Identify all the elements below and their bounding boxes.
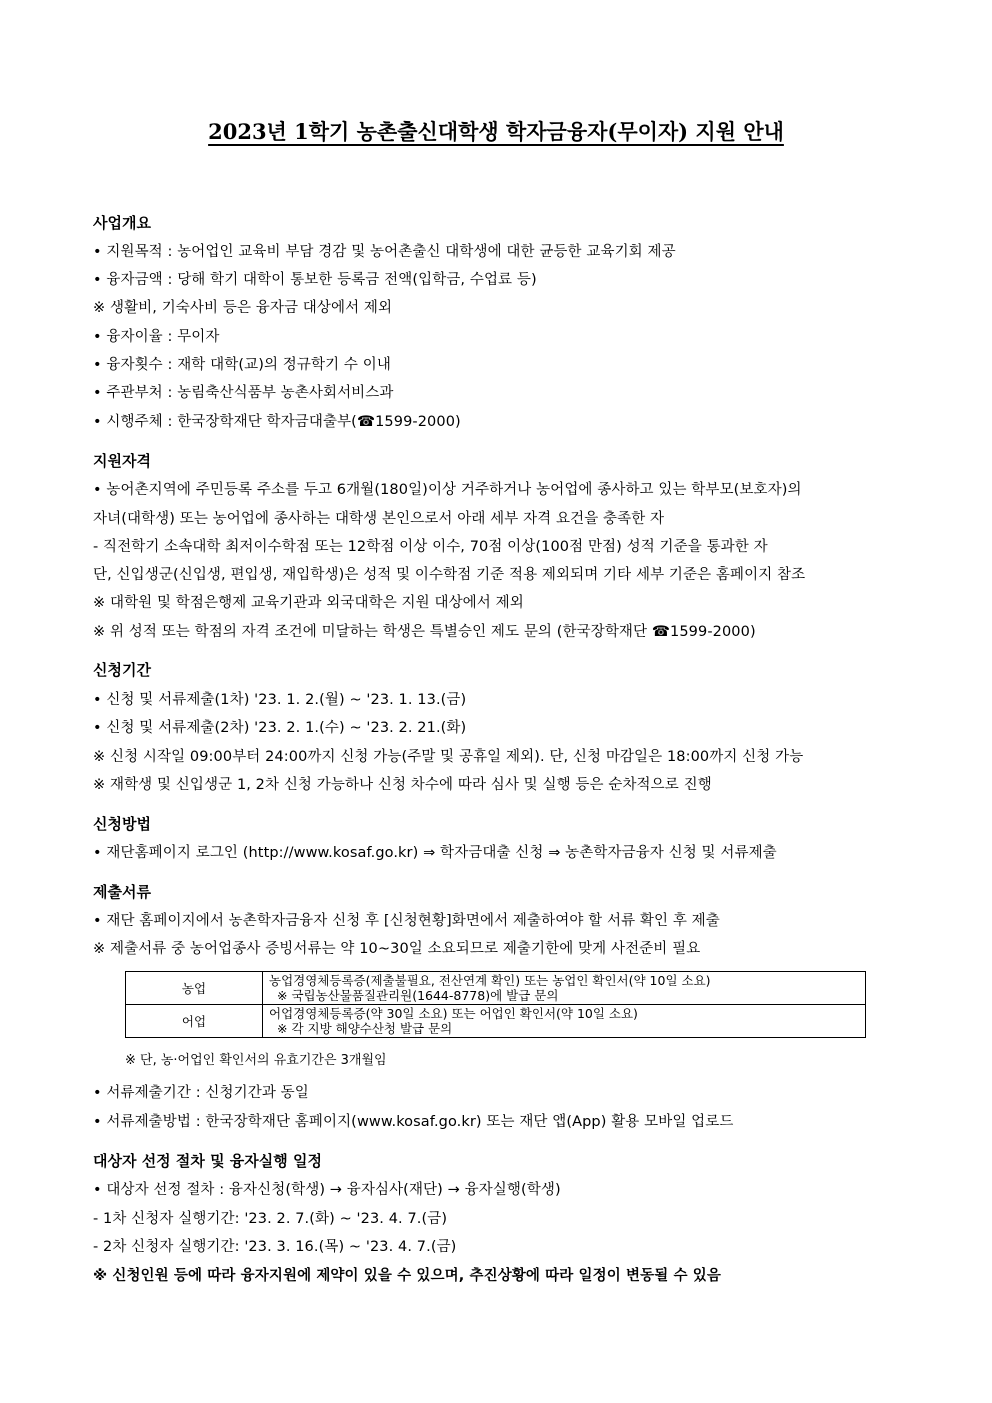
page-title xyxy=(0,116,992,146)
overview-amount: • 융자금액 : 당해 학기 대학이 통보한 등록금 전액(입학금, 수업료 등) xyxy=(93,272,537,288)
table-row xyxy=(126,1005,866,1038)
overview-operator: • 시행주체 : 한국장학재단 학자금대출부(☎1599-2000) xyxy=(93,414,461,430)
period-round-1: • 신청 및 서류제출(1차) '23. 1. 2.(월) ~ '23. 1. 13.(금) xyxy=(93,692,467,708)
section-heading-period: 신청기간 xyxy=(93,661,151,679)
selection-procedure: • 대상자 선정 절차 : 융자신청(학생) → 융자심사(재단) → 융자실행(학생) xyxy=(93,1182,561,1198)
eligibility-line-1: • 농어촌지역에 주민등록 주소를 두고 6개월(180일)이상 거주하거나 농어업에 종사하고 있는 학부모(보호자)의 xyxy=(93,482,802,498)
eligibility-special-approval-note: ※ 위 성적 또는 학점의 자격 조건에 미달하는 학생은 특별승인 제도 문의 (한국장학재단 ☎1599-2000) xyxy=(93,624,756,640)
description-note: ※ 국립농산물품질관리원(1644-8778)에 발급 문의 xyxy=(277,988,559,1003)
documents-instruction: • 재단 홈페이지에서 농촌학자금융자 신청 후 [신청현황]화면에서 제출하여야 할 서류 확인 후 제출 xyxy=(93,913,720,929)
table-cell-description xyxy=(263,972,866,1005)
table-footnote: ※ 단, 농·어업인 확인서의 유효기간은 3개월임 xyxy=(125,1053,387,1068)
table-cell-description xyxy=(263,1005,866,1038)
selection-round-2-execution: - 2차 신청자 실행기간: '23. 3. 16.(목) ~ '23. 4. 7.(금) xyxy=(93,1239,457,1255)
method-steps: • 재단홈페이지 로그인 (http://www.kosaf.go.kr) ⇒ 학자금대출 신청 ⇒ 농촌학자금융자 신청 및 서류제출 xyxy=(93,845,777,861)
documents-submission-method: • 서류제출방법 : 한국장학재단 홈페이지(www.kosaf.go.kr) 또는 재단 앱(App) 활용 모바일 업로드 xyxy=(93,1114,734,1130)
documents-submission-period: • 서류제출기간 : 신청기간과 동일 xyxy=(93,1085,309,1101)
description-text: 농업경영체등록증(제출불필요, 전산연계 확인) 또는 농업인 확인서(약 10일 소요) xyxy=(269,973,711,988)
overview-ministry: • 주관부처 : 농림축산식품부 농촌사회서비스과 xyxy=(93,385,394,401)
section-heading-method: 신청방법 xyxy=(93,815,151,833)
description-text: 어업경영체등록증(약 30일 소요) 또는 어업인 확인서(약 10일 소요) xyxy=(269,1006,638,1021)
title-text: 2023년 1학기 농촌출신대학생 학자금융자(무이자) 지원 안내 xyxy=(208,119,784,144)
table-cell-category: 어업 xyxy=(126,1005,263,1038)
eligibility-line-2: 자녀(대학생) 또는 농어업에 종사하는 대학생 본인으로서 아래 세부 자격 요건을 충족한 자 xyxy=(93,511,665,527)
overview-count: • 융자횟수 : 재학 대학(교)의 정규학기 수 이내 xyxy=(93,357,391,373)
description-note: ※ 각 지방 해양수산청 발급 문의 xyxy=(277,1021,453,1036)
eligibility-criteria: - 직전학기 소속대학 최저이수학점 또는 12학점 이상 이수, 70점 이상(100점 만점) 성적 기준을 통과한 자 xyxy=(93,539,768,555)
eligibility-exclusion-note: ※ 대학원 및 학점은행제 교육기관과 외국대학은 지원 대상에서 제외 xyxy=(93,595,524,611)
section-heading-overview: 사업개요 xyxy=(93,214,151,232)
selection-round-1-execution: - 1차 신청자 실행기간: '23. 2. 7.(화) ~ '23. 4. 7.(금) xyxy=(93,1211,448,1227)
section-heading-eligibility: 지원자격 xyxy=(93,452,151,470)
section-heading-documents: 제출서류 xyxy=(93,883,151,901)
period-round-2: • 신청 및 서류제출(2차) '23. 2. 1.(수) ~ '23. 2. 21.(화) xyxy=(93,720,467,736)
eligibility-criteria-cont: 단, 신입생군(신입생, 편입생, 재입학생)은 성적 및 이수학점 기준 적용 제외되며 기타 세부 기준은 홈페이지 참조 xyxy=(93,567,806,583)
overview-purpose: • 지원목적 : 농어업인 교육비 부담 경감 및 농어촌출신 대학생에 대한 균등한 교육기회 제공 xyxy=(93,244,676,260)
overview-amount-note: ※ 생활비, 기숙사비 등은 융자금 대상에서 제외 xyxy=(93,300,393,316)
table-cell-category: 농업 xyxy=(126,972,263,1005)
documents-prep-note: ※ 제출서류 중 농어업종사 증빙서류는 약 10~30일 소요되므로 제출기한에 맞게 사전준비 필요 xyxy=(93,941,701,957)
section-heading-selection: 대상자 선정 절차 및 융자실행 일정 xyxy=(93,1152,322,1170)
final-notice: ※ 신청인원 등에 따라 융자지원에 제약이 있을 수 있으며, 추진상황에 따라 일정이 변동될 수 있음 xyxy=(93,1268,721,1284)
table-row xyxy=(126,972,866,1005)
overview-interest: • 융자이율 : 무이자 xyxy=(93,329,220,345)
period-hours-note: ※ 신청 시작일 09:00부터 24:00까지 신청 가능(주말 및 공휴일 제외). 단, 신청 마감일은 18:00까지 신청 가능 xyxy=(93,749,804,765)
period-sequence-note: ※ 재학생 및 신입생군 1, 2차 신청 가능하나 신청 차수에 따라 심사 및 실행 등은 순차적으로 진행 xyxy=(93,777,712,793)
documents-table xyxy=(125,971,866,1038)
